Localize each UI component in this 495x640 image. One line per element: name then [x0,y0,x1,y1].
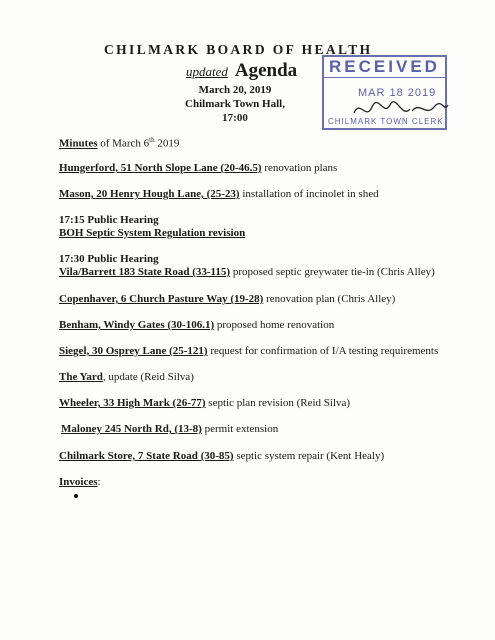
copenhaver-text: renovation plan (Chris Alley) [263,293,396,305]
wheeler-label: Wheeler, 33 High Mark (26-77) [59,397,206,409]
org-title: CHILMARK BOARD OF HEALTH [104,42,373,57]
agenda-item-copenhaver [59,293,395,305]
hungerford-label: Hungerford, 51 North Slope Lane (20-46.5) [59,162,262,174]
agenda-item-invoices [59,476,101,488]
wheeler-text: septic plan revision (Reid Silva) [205,397,351,409]
agenda-item-chilmark-store [59,450,384,462]
chilmark-store-text: septic system repair (Kent Healy) [233,450,385,462]
minutes-text: of March 6 [97,137,150,150]
agenda-item-vila [59,266,435,278]
benham-text: proposed home renovation [214,319,335,331]
yard-label: The Yard [59,371,103,383]
minutes-year: 2019 [154,137,180,150]
stamp-office: CHILMARK TOWN CLERK [328,117,444,126]
invoice-bullet [74,494,78,498]
yard-text: , update (Reid Silva) [102,371,194,383]
benham-label: Benham, Windy Gates (30-106.1) [59,319,215,331]
siegel-label: Siegel, 30 Osprey Lane (25-121) [59,345,208,357]
maloney-text: permit extension [201,423,279,435]
hearing-1-time: 17:15 Public Hearing [59,214,159,226]
agenda-item-siegel [59,345,438,357]
updated-word: updated [186,64,228,79]
stamp-date: MAR 18 2019 [358,87,437,99]
agenda-item-maloney [61,423,278,435]
agenda-item-wheeler [59,397,350,409]
vila-label: Vila/Barrett 183 State Road (33-115) [59,266,231,278]
agenda-item-hungerford [59,162,337,174]
hearing-1-item: BOH Septic System Regulation revision [59,227,246,239]
minutes-label: Minutes [59,137,98,150]
hungerford-text: renovation plans [261,162,338,174]
meeting-time: 17:00 [222,112,248,124]
meeting-date: March 20, 2019 [198,84,272,96]
minutes-sup: th [149,136,155,144]
agenda-item-mason [59,188,379,200]
invoices-label: Invoices [59,476,98,488]
meeting-location: Chilmark Town Hall, [185,98,285,110]
chilmark-store-label: Chilmark Store, 7 State Road (30-85) [59,450,234,462]
invoices-colon: : [97,476,101,488]
agenda-item-benham [59,319,334,331]
copenhaver-label: Copenhaver, 6 Church Pasture Way (19-28) [59,293,264,305]
siegel-text: request for confirmation of I/A testing requirements [207,345,439,357]
stamp-word: RECEIVED [324,57,445,78]
agenda-item-yard [59,371,194,383]
maloney-label: Maloney 245 North Rd, (13-8) [61,423,202,435]
hearing-2-time: 17:30 Public Hearing [59,253,159,265]
mason-text: installation of incinolet in shed [239,188,379,200]
agenda-word: Agenda [234,60,298,81]
vila-text: proposed septic greywater tie-in (Chris Alley) [230,266,435,278]
agenda-title [186,60,297,82]
handwritten-signature [350,95,450,123]
agenda-item-minutes [59,136,179,150]
mason-label: Mason, 20 Henry Hough Lane, (25-23) [59,188,240,200]
